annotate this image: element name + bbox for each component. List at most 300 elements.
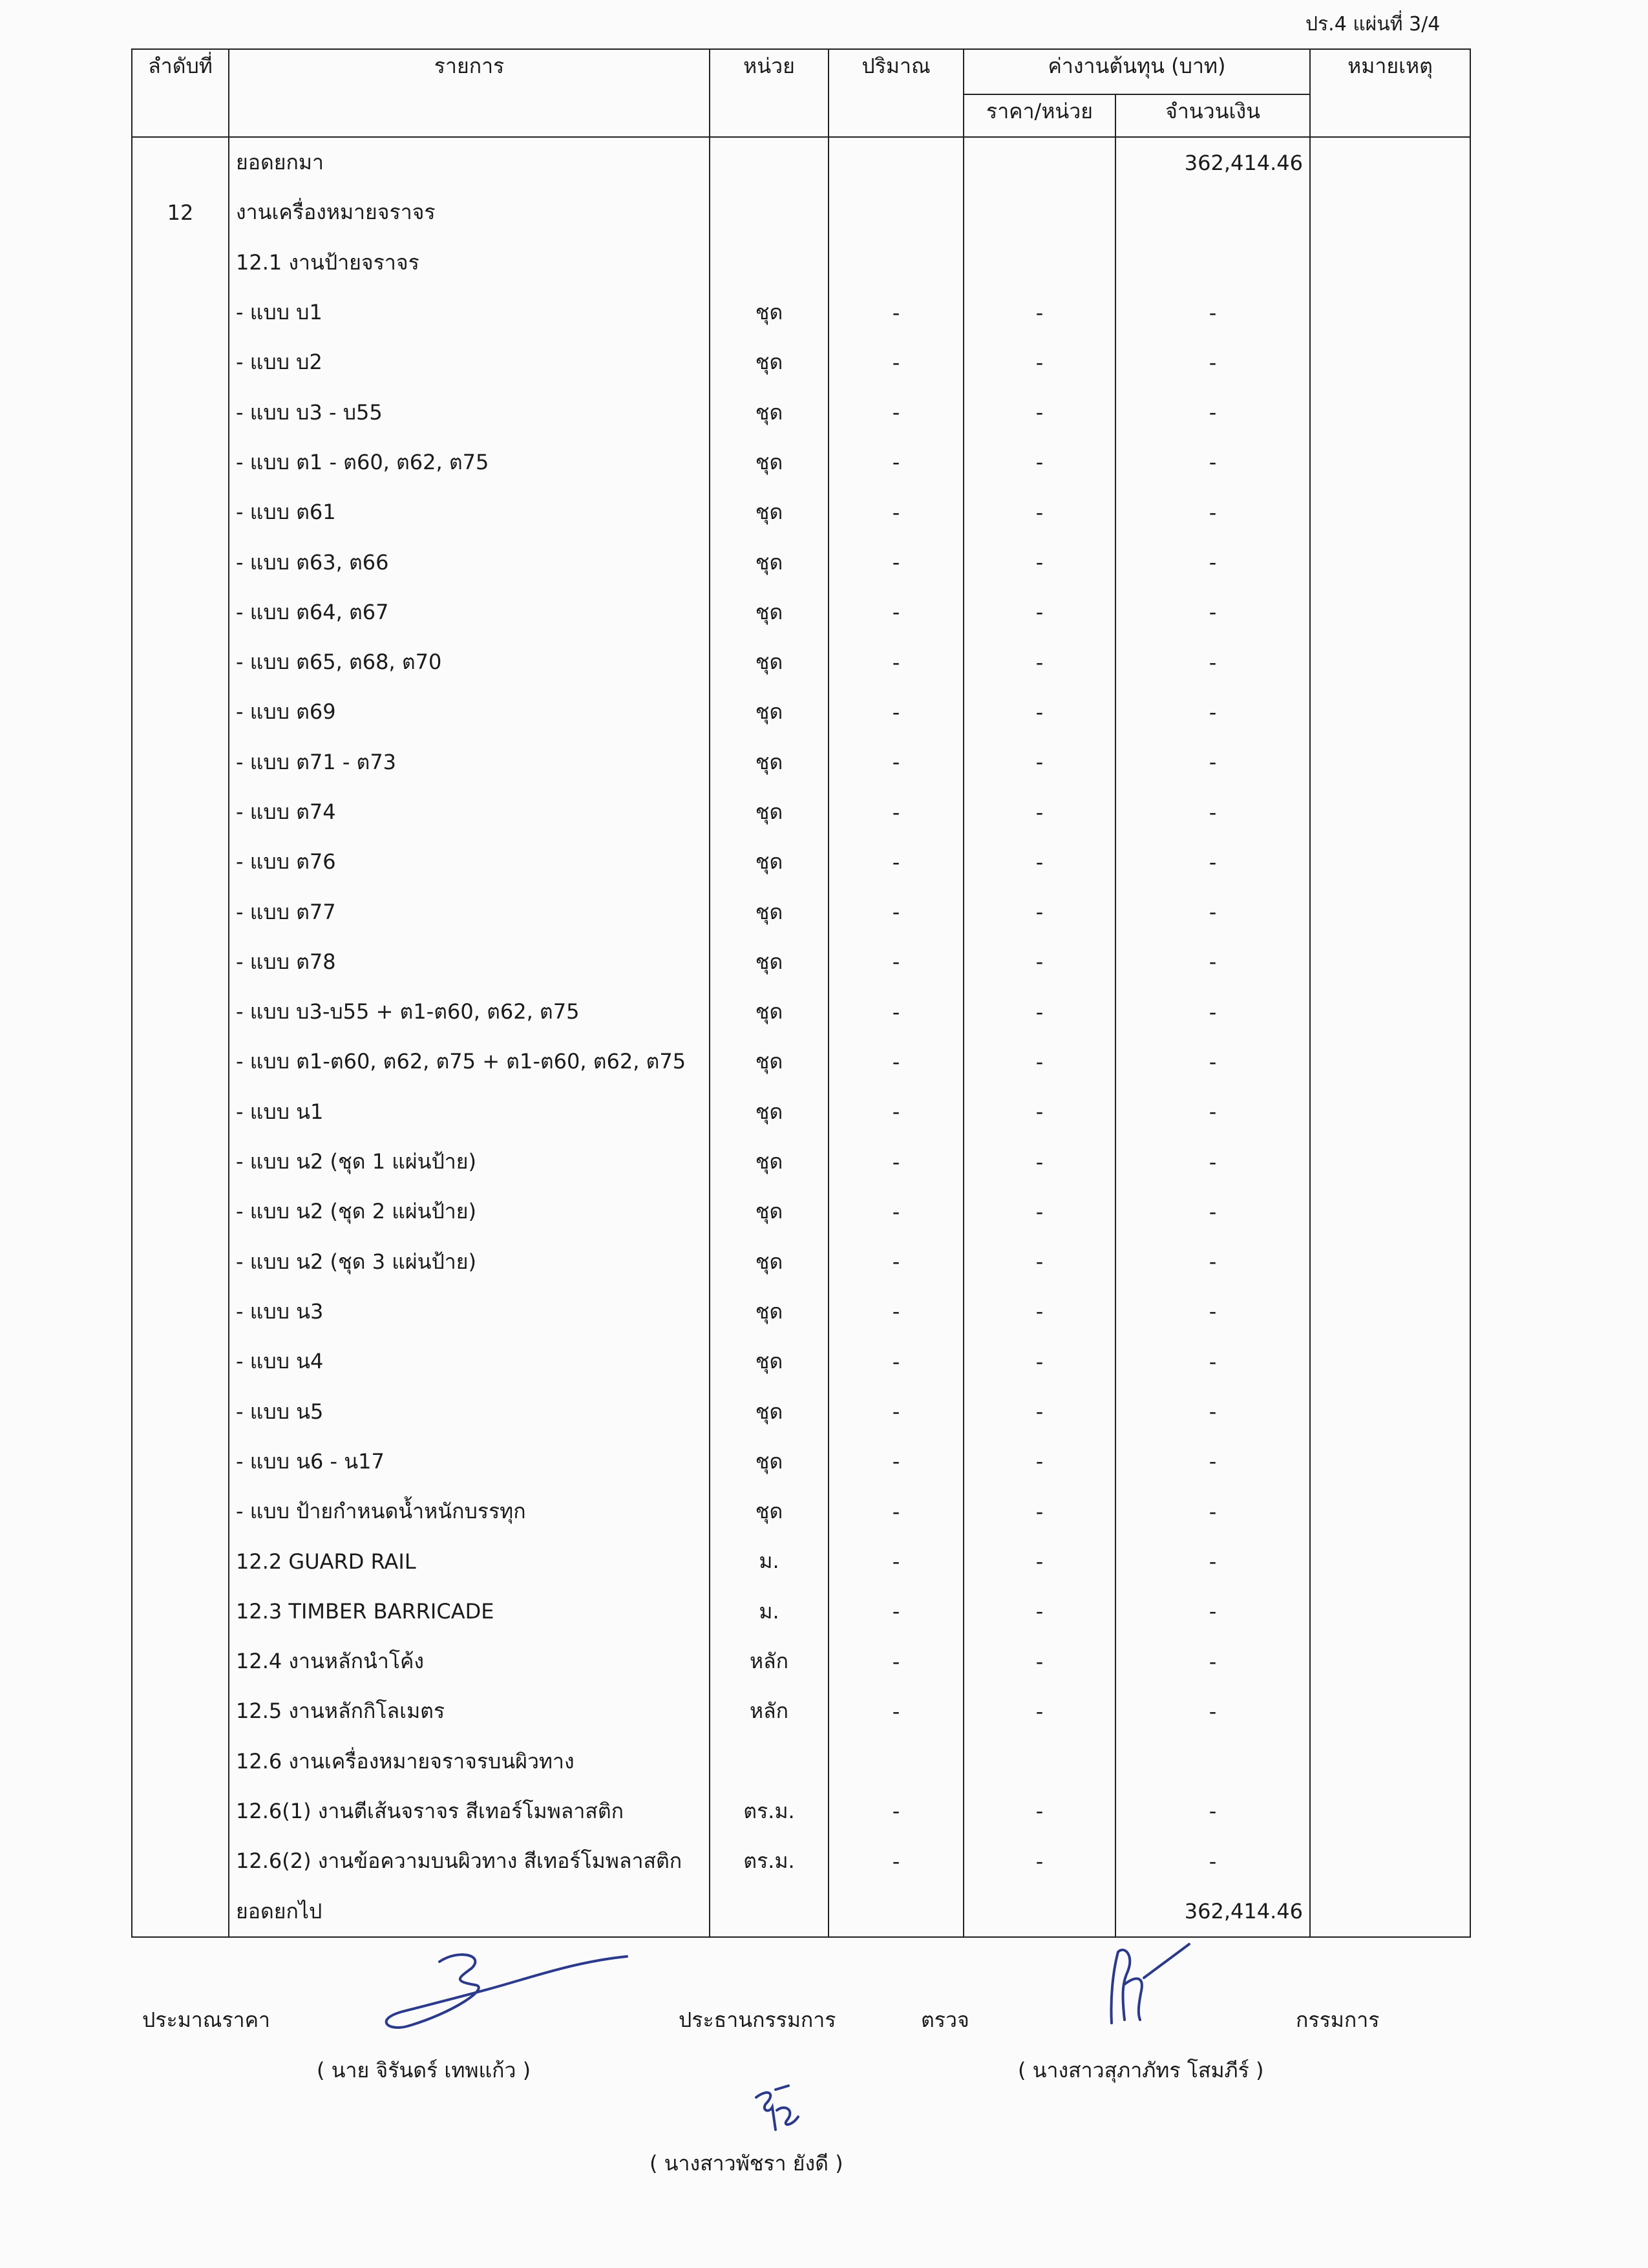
cell-remark — [1310, 1587, 1470, 1637]
cell-qty: - — [829, 1137, 964, 1187]
cell-qty — [829, 1886, 964, 1936]
cell-unit: ชุด — [710, 1187, 829, 1236]
cell-seq — [132, 1786, 229, 1836]
cell-amount: - — [1115, 438, 1310, 487]
cell-unit: ม. — [710, 1536, 829, 1586]
cell-unit — [710, 238, 829, 288]
cell-amount: - — [1115, 1536, 1310, 1586]
cell-remark — [1310, 787, 1470, 837]
cell-unit: ชุด — [710, 1287, 829, 1337]
cell-seq — [132, 937, 229, 987]
table-row — [132, 637, 1470, 687]
cell-amount — [1115, 1737, 1310, 1786]
cell-amount: 362,414.46 — [1115, 137, 1310, 187]
cell-qty: - — [829, 1087, 964, 1137]
cell-remark — [1310, 987, 1470, 1037]
cell-seq — [132, 1637, 229, 1686]
cell-price-per-unit: - — [964, 637, 1115, 687]
cell-unit: หลัก — [710, 1637, 829, 1686]
cell-amount: - — [1115, 337, 1310, 387]
cell-price-per-unit — [964, 187, 1115, 237]
cell-amount: - — [1115, 1686, 1310, 1736]
cell-seq — [132, 1337, 229, 1386]
cell-amount: - — [1115, 1786, 1310, 1836]
cell-qty: - — [829, 987, 964, 1037]
cell-price-per-unit: - — [964, 987, 1115, 1037]
cell-qty — [829, 187, 964, 237]
cell-qty: - — [829, 637, 964, 687]
table-row — [132, 487, 1470, 537]
cell-amount: - — [1115, 1386, 1310, 1436]
name-estimator: ( นาย จิรันดร์ เทพแก้ว ) — [317, 2058, 531, 2083]
cell-price-per-unit: - — [964, 288, 1115, 337]
cell-seq — [132, 1437, 229, 1487]
cell-seq — [132, 1536, 229, 1586]
cell-item: 12.2 GUARD RAIL — [229, 1536, 710, 1586]
cell-price-per-unit: - — [964, 1786, 1115, 1836]
cell-price-per-unit: - — [964, 1686, 1115, 1736]
cell-price-per-unit: - — [964, 1337, 1115, 1386]
cell-remark — [1310, 937, 1470, 987]
cell-amount — [1115, 238, 1310, 288]
cell-remark — [1310, 438, 1470, 487]
cell-price-per-unit: - — [964, 487, 1115, 537]
cell-qty: - — [829, 537, 964, 587]
cell-unit — [710, 1886, 829, 1936]
cell-unit: ชุด — [710, 837, 829, 887]
table-row — [132, 187, 1470, 237]
table-row — [132, 1437, 1470, 1487]
cell-price-per-unit: - — [964, 737, 1115, 787]
cell-price-per-unit: - — [964, 1187, 1115, 1236]
cell-seq — [132, 337, 229, 387]
cell-remark — [1310, 238, 1470, 288]
cell-qty: - — [829, 588, 964, 637]
cell-seq — [132, 537, 229, 587]
cell-remark — [1310, 137, 1470, 187]
table-row — [132, 288, 1470, 337]
cell-amount: - — [1115, 837, 1310, 887]
cell-remark — [1310, 1037, 1470, 1086]
cell-item: - แบบ น1 — [229, 1087, 710, 1137]
cell-remark — [1310, 1287, 1470, 1337]
table-row — [132, 1637, 1470, 1686]
cell-price-per-unit: - — [964, 1087, 1115, 1137]
cell-amount: - — [1115, 787, 1310, 837]
cell-item: - แบบ บ3 - บ55 — [229, 387, 710, 437]
cell-seq — [132, 1237, 229, 1287]
cell-qty: - — [829, 288, 964, 337]
cell-qty: - — [829, 438, 964, 487]
cell-item: 12.5 งานหลักกิโลเมตร — [229, 1686, 710, 1736]
cell-unit: หลัก — [710, 1686, 829, 1736]
table-row — [132, 1237, 1470, 1287]
cell-remark — [1310, 1637, 1470, 1686]
table-row — [132, 1087, 1470, 1137]
header-item: รายการ — [229, 49, 710, 137]
cell-item: - แบบ ต63, ต66 — [229, 537, 710, 587]
cell-item: - แบบ น5 — [229, 1386, 710, 1436]
cell-remark — [1310, 1786, 1470, 1836]
cell-remark — [1310, 1187, 1470, 1236]
cell-qty: - — [829, 937, 964, 987]
cell-seq — [132, 1487, 229, 1536]
table-row — [132, 588, 1470, 637]
cell-item: 12.3 TIMBER BARRICADE — [229, 1587, 710, 1637]
table-row — [132, 987, 1470, 1037]
cell-amount: - — [1115, 387, 1310, 437]
table-row — [132, 687, 1470, 737]
cell-unit: ชุด — [710, 337, 829, 387]
cell-item: - แบบ น2 (ชุด 2 แผ่นป้าย) — [229, 1187, 710, 1236]
cell-remark — [1310, 887, 1470, 937]
cell-item: - แบบ ต1 - ต60, ต62, ต75 — [229, 438, 710, 487]
cell-remark — [1310, 187, 1470, 237]
table-row — [132, 337, 1470, 387]
table-row — [132, 238, 1470, 288]
cell-seq — [132, 137, 229, 187]
cell-remark — [1310, 1237, 1470, 1287]
cell-unit: ชุด — [710, 1137, 829, 1187]
cell-price-per-unit: - — [964, 537, 1115, 587]
cell-qty: - — [829, 387, 964, 437]
table-row — [132, 537, 1470, 587]
cell-qty: - — [829, 1386, 964, 1436]
table-row — [132, 1386, 1470, 1436]
cell-remark — [1310, 737, 1470, 787]
cell-price-per-unit — [964, 137, 1115, 187]
cell-price-per-unit: - — [964, 1587, 1115, 1637]
cell-amount: - — [1115, 987, 1310, 1037]
cell-amount: - — [1115, 637, 1310, 687]
cell-item: 12.6(2) งานข้อความบนผิวทาง สีเทอร์โมพลาสติก — [229, 1836, 710, 1886]
cell-seq — [132, 1686, 229, 1736]
cell-qty — [829, 1737, 964, 1786]
cell-seq — [132, 637, 229, 687]
cell-unit: ชุด — [710, 937, 829, 987]
cell-unit: ชุด — [710, 1037, 829, 1086]
cell-seq — [132, 1287, 229, 1337]
cell-unit: ชุด — [710, 1337, 829, 1386]
signature-member-image — [1099, 1939, 1209, 2036]
cell-seq — [132, 737, 229, 787]
cell-seq: 12 — [132, 187, 229, 237]
cell-amount: - — [1115, 588, 1310, 637]
cell-item: - แบบ ต61 — [229, 487, 710, 537]
cell-remark — [1310, 1137, 1470, 1187]
cell-unit — [710, 137, 829, 187]
cell-remark — [1310, 1337, 1470, 1386]
cell-amount: - — [1115, 887, 1310, 937]
cell-remark — [1310, 387, 1470, 437]
table-row — [132, 787, 1470, 837]
cell-amount: - — [1115, 1587, 1310, 1637]
cell-unit: ชุด — [710, 887, 829, 937]
cell-amount: - — [1115, 288, 1310, 337]
cell-price-per-unit: - — [964, 1237, 1115, 1287]
name-chair: ( นางสาวพัชรา ยังดี ) — [650, 2151, 843, 2176]
cell-qty: - — [829, 1836, 964, 1886]
cell-amount: - — [1115, 1637, 1310, 1686]
estimator-label: ประมาณราคา — [142, 2008, 270, 2032]
cell-qty: - — [829, 1487, 964, 1536]
cell-qty: - — [829, 787, 964, 837]
cell-unit — [710, 187, 829, 237]
cell-item: ยอดยกมา — [229, 137, 710, 187]
cell-item: - แบบ น6 - น17 — [229, 1437, 710, 1487]
cell-qty: - — [829, 1536, 964, 1586]
cell-remark — [1310, 1437, 1470, 1487]
header-remark: หมายเหตุ — [1310, 49, 1470, 137]
table-row — [132, 1836, 1470, 1886]
cell-remark — [1310, 1886, 1470, 1936]
table-row — [132, 1886, 1470, 1936]
cell-price-per-unit: - — [964, 1037, 1115, 1086]
cell-seq — [132, 1587, 229, 1637]
cell-item: ยอดยกไป — [229, 1886, 710, 1936]
cell-item: - แบบ น3 — [229, 1287, 710, 1337]
header-amount: จำนวนเงิน — [1115, 94, 1310, 137]
cell-amount: 362,414.46 — [1115, 1886, 1310, 1936]
cell-qty: - — [829, 1287, 964, 1337]
cell-amount: - — [1115, 1836, 1310, 1886]
cell-unit: ม. — [710, 1587, 829, 1637]
cell-qty: - — [829, 1587, 964, 1637]
cell-qty: - — [829, 1187, 964, 1236]
cell-remark — [1310, 1836, 1470, 1886]
cell-remark — [1310, 1737, 1470, 1786]
cell-amount: - — [1115, 487, 1310, 537]
cell-qty: - — [829, 887, 964, 937]
cell-price-per-unit: - — [964, 1487, 1115, 1536]
table-row — [132, 1786, 1470, 1836]
table-row — [132, 1587, 1470, 1637]
table-row — [132, 1337, 1470, 1386]
cell-qty: - — [829, 1037, 964, 1086]
cell-qty: - — [829, 487, 964, 537]
cell-item: - แบบ น2 (ชุด 1 แผ่นป้าย) — [229, 1137, 710, 1187]
cell-amount: - — [1115, 937, 1310, 987]
cell-seq — [132, 837, 229, 887]
cell-seq — [132, 1187, 229, 1236]
table-row — [132, 1487, 1470, 1536]
table-row — [132, 387, 1470, 437]
table-body — [132, 137, 1470, 1937]
cell-remark — [1310, 1686, 1470, 1736]
cell-price-per-unit: - — [964, 1287, 1115, 1337]
cell-amount: - — [1115, 1137, 1310, 1187]
cell-seq — [132, 1737, 229, 1786]
cell-item: - แบบ น4 — [229, 1337, 710, 1386]
cell-unit: ชุด — [710, 737, 829, 787]
cell-seq — [132, 1836, 229, 1886]
cell-item: - แบบ ต64, ต67 — [229, 588, 710, 637]
cell-remark — [1310, 487, 1470, 537]
table-row — [132, 137, 1470, 187]
cell-qty: - — [829, 1686, 964, 1736]
cell-price-per-unit: - — [964, 588, 1115, 637]
table-row — [132, 1037, 1470, 1086]
table-row — [132, 737, 1470, 787]
table-row — [132, 438, 1470, 487]
cell-qty: - — [829, 1437, 964, 1487]
cell-item: - แบบ ต65, ต68, ต70 — [229, 637, 710, 687]
cell-item: 12.6 งานเครื่องหมายจราจรบนผิวทาง — [229, 1737, 710, 1786]
cell-remark — [1310, 337, 1470, 387]
cell-item: - แบบ บ2 — [229, 337, 710, 387]
table-row — [132, 837, 1470, 887]
cell-remark — [1310, 1386, 1470, 1436]
cell-unit: ตร.ม. — [710, 1836, 829, 1886]
cell-remark — [1310, 687, 1470, 737]
cell-item: 12.6(1) งานตีเส้นจราจร สีเทอร์โมพลาสติก — [229, 1786, 710, 1836]
cell-item: - แบบ ต74 — [229, 787, 710, 837]
cell-item: 12.4 งานหลักนำโค้ง — [229, 1637, 710, 1686]
cell-amount: - — [1115, 1237, 1310, 1287]
cell-unit: ชุด — [710, 387, 829, 437]
cell-remark — [1310, 1087, 1470, 1137]
cell-remark — [1310, 288, 1470, 337]
cell-qty: - — [829, 687, 964, 737]
cell-qty: - — [829, 837, 964, 887]
cell-amount: - — [1115, 687, 1310, 737]
cell-amount — [1115, 187, 1310, 237]
cell-item: - แบบ บ3-บ55 + ต1-ต60, ต62, ต75 — [229, 987, 710, 1037]
cell-item: - แบบ ต78 — [229, 937, 710, 987]
bill-of-quantities-table — [131, 48, 1471, 1938]
cell-item: - แบบ ต69 — [229, 687, 710, 737]
cell-qty — [829, 137, 964, 187]
cell-amount: - — [1115, 537, 1310, 587]
cell-remark — [1310, 837, 1470, 887]
signature-estimator-image — [362, 1942, 633, 2033]
cell-remark — [1310, 537, 1470, 587]
name-member: ( นางสาวสุภาภัทร โสมภีร์ ) — [1018, 2058, 1264, 2083]
table-row — [132, 1686, 1470, 1736]
cell-seq — [132, 1386, 229, 1436]
cell-remark — [1310, 588, 1470, 637]
cell-unit: ชุด — [710, 487, 829, 537]
check-label: ตรวจ — [921, 2008, 969, 2032]
cell-unit: ชุด — [710, 537, 829, 587]
signature-chair-image — [737, 2084, 814, 2143]
cell-price-per-unit — [964, 1886, 1115, 1936]
cell-unit: ชุด — [710, 687, 829, 737]
header-cost: ค่างานต้นทุน (บาท) — [964, 49, 1310, 94]
cell-item: 12.1 งานป้ายจราจร — [229, 238, 710, 288]
cell-item: งานเครื่องหมายจราจร — [229, 187, 710, 237]
cell-price-per-unit: - — [964, 887, 1115, 937]
cell-remark — [1310, 637, 1470, 687]
cell-remark — [1310, 1487, 1470, 1536]
cell-price-per-unit: - — [964, 1836, 1115, 1886]
header-qty: ปริมาณ — [829, 49, 964, 137]
cell-amount: - — [1115, 1037, 1310, 1086]
cell-price-per-unit: - — [964, 1536, 1115, 1586]
cell-seq — [132, 288, 229, 337]
cell-item: - แบบ ต77 — [229, 887, 710, 937]
cell-seq — [132, 987, 229, 1037]
cell-unit: ชุด — [710, 588, 829, 637]
cell-seq — [132, 1886, 229, 1936]
cell-seq — [132, 438, 229, 487]
cell-price-per-unit: - — [964, 787, 1115, 837]
chair-label: ประธานกรรมการ — [679, 2008, 836, 2032]
cell-price-per-unit: - — [964, 837, 1115, 887]
cell-item: - แบบ ต76 — [229, 837, 710, 887]
cell-amount: - — [1115, 1487, 1310, 1536]
cell-price-per-unit: - — [964, 687, 1115, 737]
cell-unit: ชุด — [710, 1386, 829, 1436]
cell-amount: - — [1115, 1337, 1310, 1386]
cell-seq — [132, 1087, 229, 1137]
cell-seq — [132, 238, 229, 288]
cell-seq — [132, 1137, 229, 1187]
cell-price-per-unit — [964, 1737, 1115, 1786]
cell-unit: ชุด — [710, 1437, 829, 1487]
cell-amount: - — [1115, 1187, 1310, 1236]
cell-seq — [132, 387, 229, 437]
cell-unit: ชุด — [710, 288, 829, 337]
cell-unit: ชุด — [710, 787, 829, 837]
cell-price-per-unit: - — [964, 438, 1115, 487]
table-row — [132, 887, 1470, 937]
cell-price-per-unit: - — [964, 937, 1115, 987]
cell-item: - แบบ น2 (ชุด 3 แผ่นป้าย) — [229, 1237, 710, 1287]
cell-qty — [829, 238, 964, 288]
cell-amount: - — [1115, 1087, 1310, 1137]
page-reference: ปร.4 แผ่นที่ 3/4 — [1305, 13, 1441, 36]
header-unit: หน่วย — [710, 49, 829, 137]
cell-seq — [132, 487, 229, 537]
cell-item: - แบบ ป้ายกำหนดน้ำหนักบรรทุก — [229, 1487, 710, 1536]
table-row — [132, 1536, 1470, 1586]
cell-amount: - — [1115, 1287, 1310, 1337]
cell-item: - แบบ บ1 — [229, 288, 710, 337]
cell-remark — [1310, 1536, 1470, 1586]
cell-price-per-unit: - — [964, 387, 1115, 437]
cell-unit: ชุด — [710, 637, 829, 687]
cell-qty: - — [829, 737, 964, 787]
cell-item: - แบบ ต1-ต60, ต62, ต75 + ต1-ต60, ต62, ต75 — [229, 1037, 710, 1086]
cell-qty: - — [829, 1786, 964, 1836]
cell-seq — [132, 588, 229, 637]
cell-qty: - — [829, 1237, 964, 1287]
cell-seq — [132, 687, 229, 737]
table-row — [132, 1137, 1470, 1187]
member-label: กรรมการ — [1296, 2008, 1380, 2032]
cell-seq — [132, 787, 229, 837]
cell-price-per-unit: - — [964, 337, 1115, 387]
cell-price-per-unit: - — [964, 1637, 1115, 1686]
cell-amount: - — [1115, 1437, 1310, 1487]
cell-price-per-unit: - — [964, 1437, 1115, 1487]
header-seq: ลำดับที่ — [132, 49, 229, 137]
cell-unit: ชุด — [710, 1087, 829, 1137]
cell-unit: ชุด — [710, 987, 829, 1037]
cell-unit: ชุด — [710, 438, 829, 487]
table-row — [132, 1187, 1470, 1236]
cell-qty: - — [829, 1337, 964, 1386]
cell-unit — [710, 1737, 829, 1786]
cell-unit: ตร.ม. — [710, 1786, 829, 1836]
cell-unit: ชุด — [710, 1237, 829, 1287]
cell-price-per-unit — [964, 238, 1115, 288]
table-row — [132, 937, 1470, 987]
cell-amount: - — [1115, 737, 1310, 787]
header-price-per-unit: ราคา/หน่วย — [964, 94, 1115, 137]
cell-seq — [132, 1037, 229, 1086]
